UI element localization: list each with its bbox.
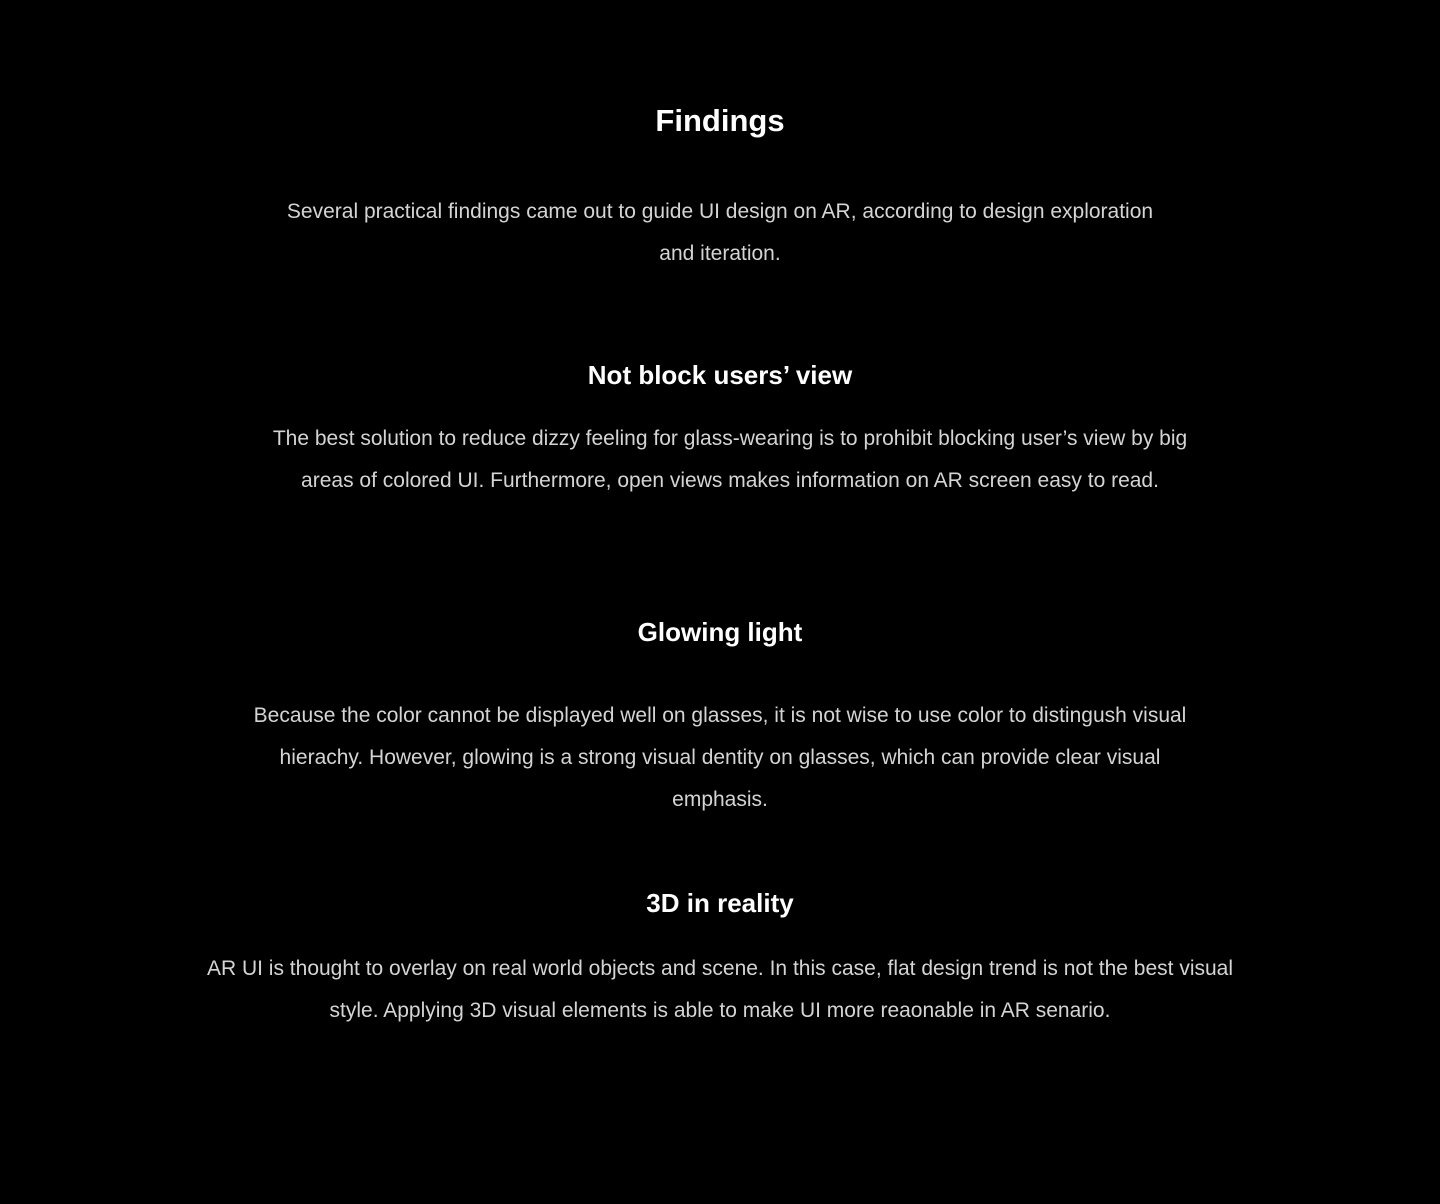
section-body-not-block-view: The best solution to reduce dizzy feeling for glass-wearing is to prohibit blocking user’s view by big areas of colored UI. Furthermore, open views makes information on AR screen easy to read. — [272, 427, 1188, 492]
section-heading-not-block-view: Not block users’ view — [587, 360, 853, 390]
section-heading-3d-in-reality: 3D in reality — [646, 888, 794, 918]
section-heading-glowing-light: Glowing light — [637, 617, 803, 647]
page-title: Findings — [655, 103, 785, 138]
section-body-glowing-light: Because the color cannot be displayed well on glasses, it is not wise to use color to distingush visual hierachy. However, glowing is a strong visual dentity on glasses, which can provide clear visual emphasis. — [253, 704, 1187, 811]
intro-paragraph: Several practical findings came out to guide UI design on AR, according to design exploration and iteration. — [286, 200, 1154, 265]
section-body-3d-in-reality: AR UI is thought to overlay on real world objects and scene. In this case, flat design trend is not the best visual style. Applying 3D visual elements is able to make UI more reaonable in AR senario. — [206, 957, 1234, 1022]
